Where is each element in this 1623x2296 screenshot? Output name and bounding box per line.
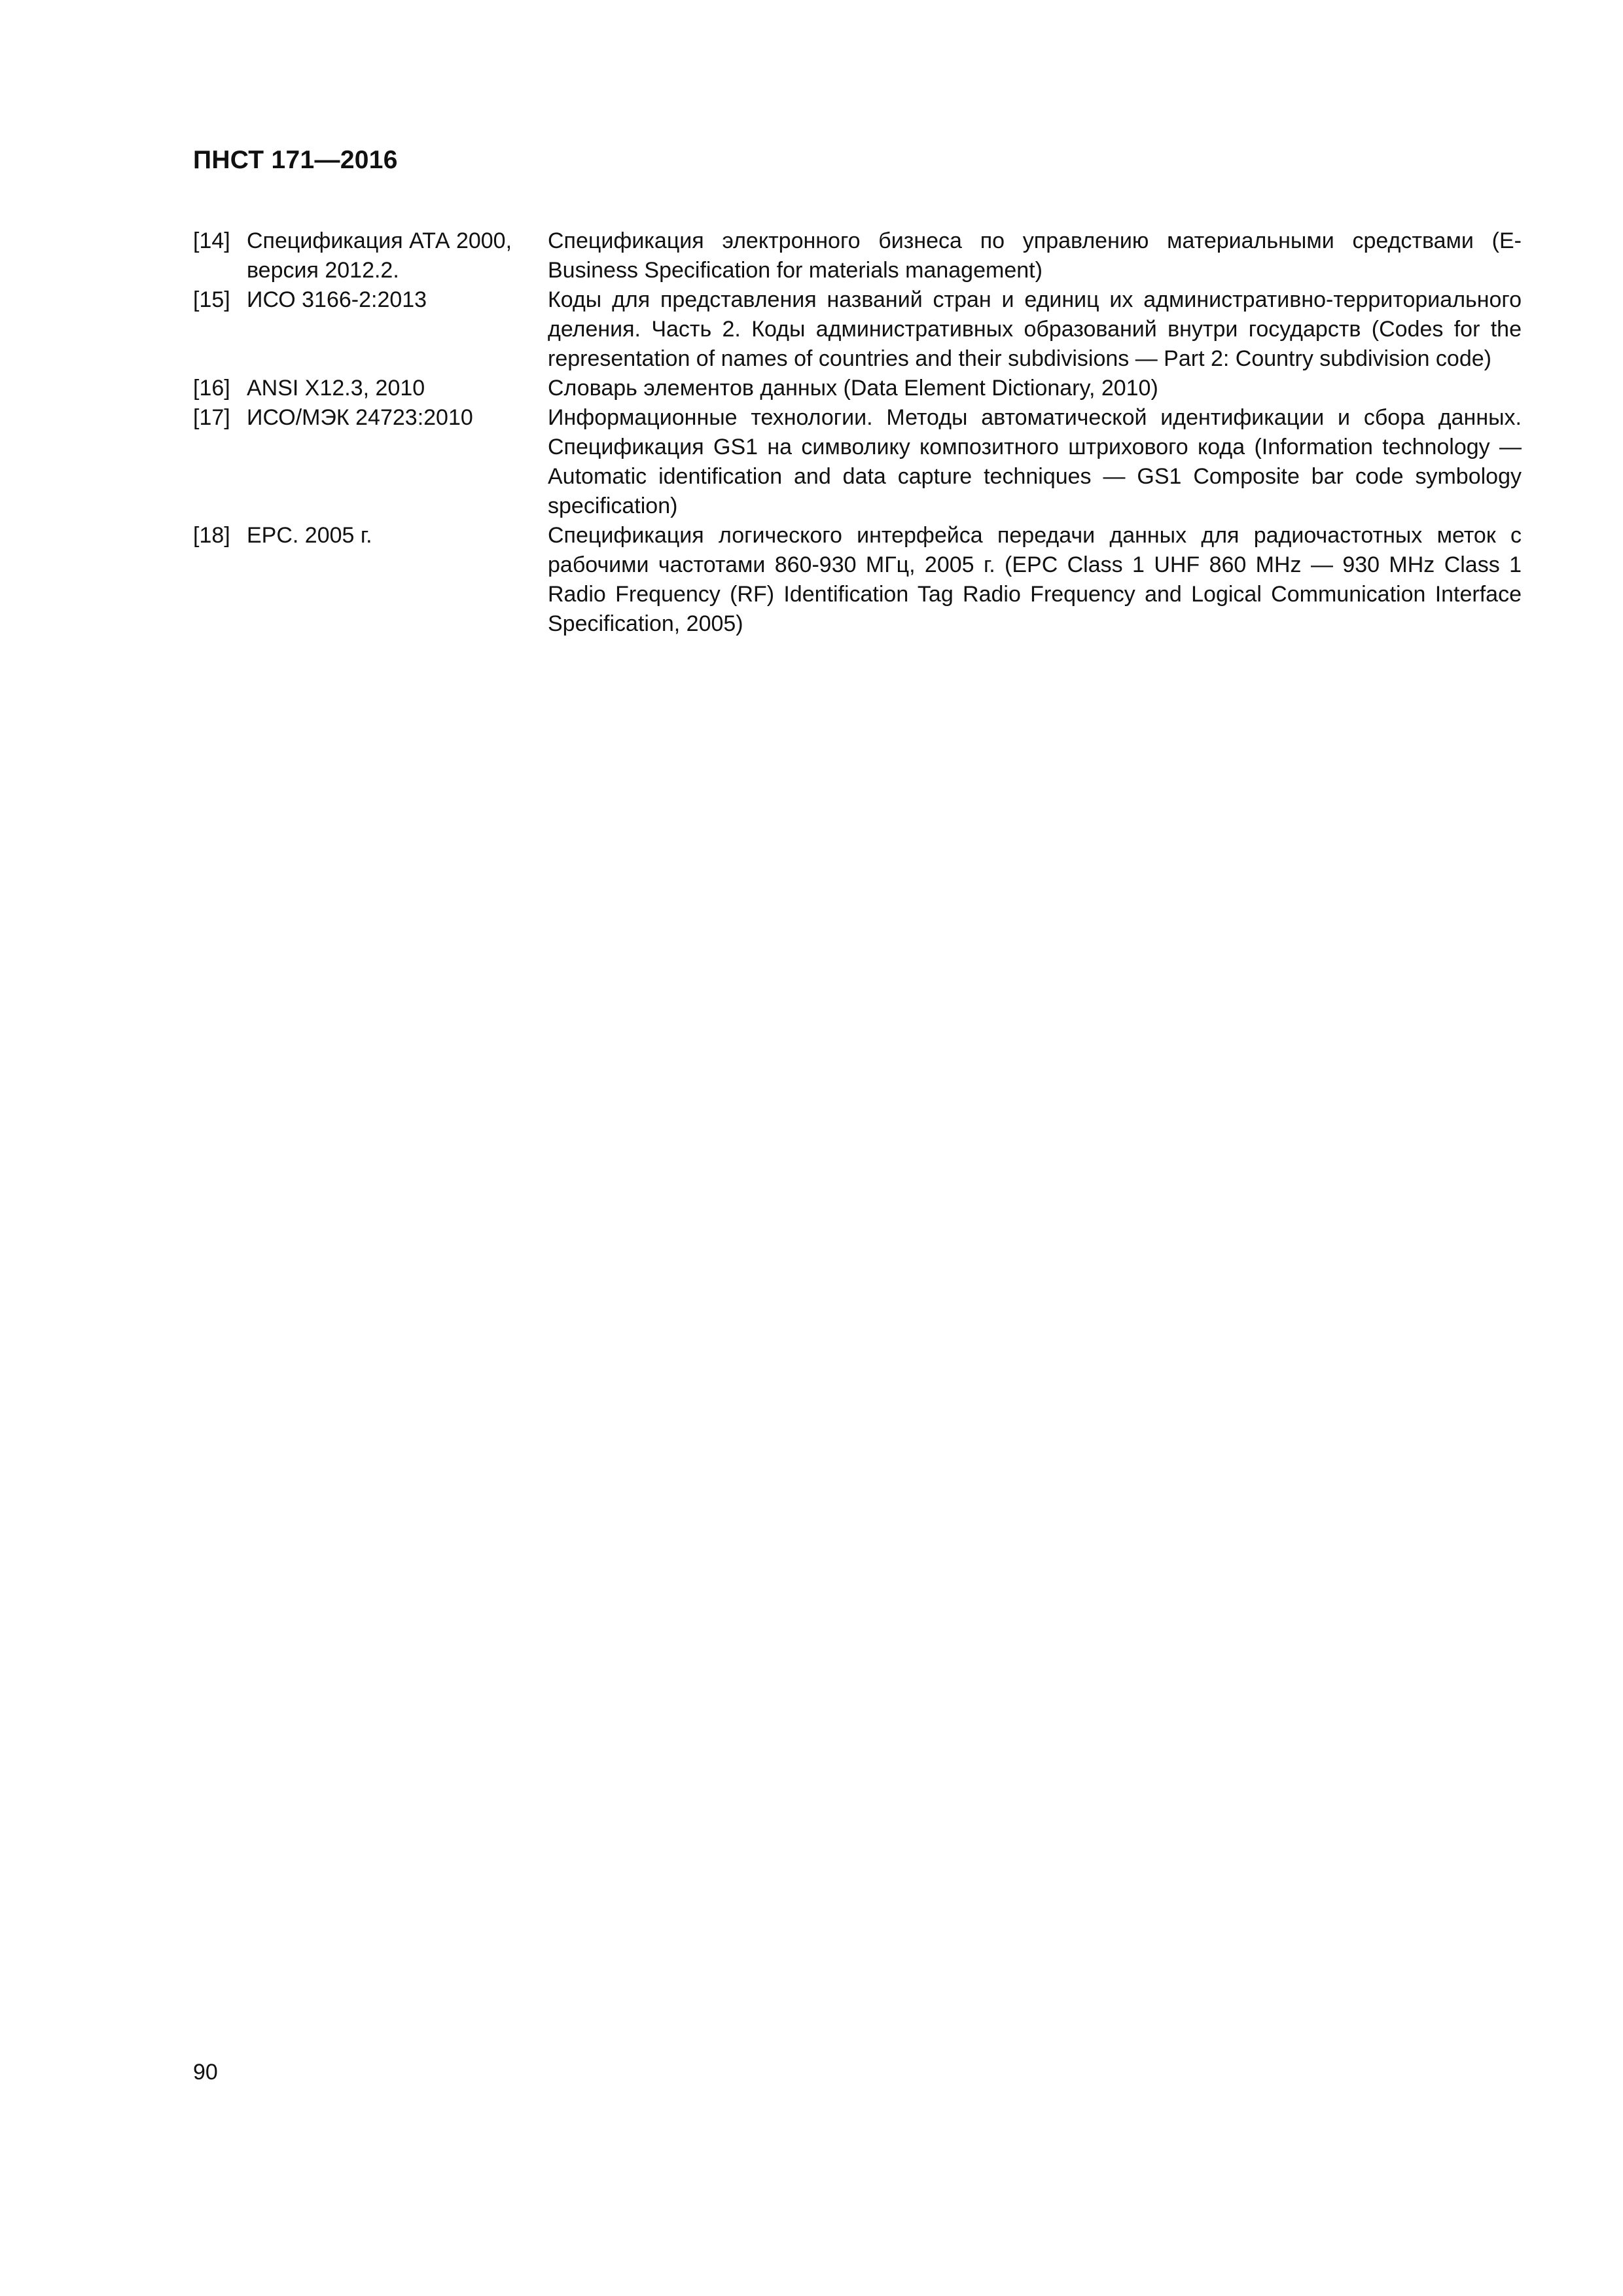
entry-description: Информационные технологии. Методы автоматической идентификации и сбора данных. Спецификация GS1 на символику композитного штрихового кода (Information technology — Automatic identification and data capture techniques — GS1 Composite bar code symbology specification) [548,405,1522,518]
bibliography-entry [193,521,1522,639]
entry-number: [14] [193,228,230,253]
entry-source: ИСО 3166-2:2013 [247,287,427,312]
entry-number: [15] [193,287,230,312]
entry-description: Словарь элементов данных (Data Element Dictionary, 2010) [548,376,1158,401]
entry-source: ИСО/МЭК 24723:2010 [247,405,473,430]
entry-source: EPC. 2005 г. [247,523,372,548]
entry-source: ANSI X12.3, 2010 [247,376,425,401]
bibliography-entry [193,285,1522,374]
page-number: 90 [193,2060,218,2085]
entry-number: [18] [193,523,230,548]
document-code-header: ПНСТ 171—2016 [193,146,398,174]
bibliography-entry [193,226,1522,285]
entry-number: [16] [193,376,230,401]
entry-number: [17] [193,405,230,430]
entry-source: Спецификация АТА 2000, версия 2012.2. [247,228,512,283]
entry-description: Спецификация логического интерфейса передачи данных для радиочастотных меток с рабочими частотами 860-930 МГц, 2005 г. (EPC Class 1 UHF 860 MHz — 930 MHz Class 1 Radio Frequency (RF) Identification Tag Radio Frequency and Logical Communication Interface Specification, 2005) [548,523,1522,636]
bibliography-entry [193,374,1522,403]
entry-description: Спецификация электронного бизнеса по управлению материальными средствами (E-Business Specification for materials management) [548,228,1522,283]
bibliography-entry [193,403,1522,521]
bibliography-list [193,226,1522,639]
entry-description: Коды для представления названий стран и единиц их административно-территориального деления. Часть 2. Коды административных образований внутри государств (Codes for the representation of names of countries and their subdivisions — Part 2: Country subdivision code) [548,287,1522,371]
